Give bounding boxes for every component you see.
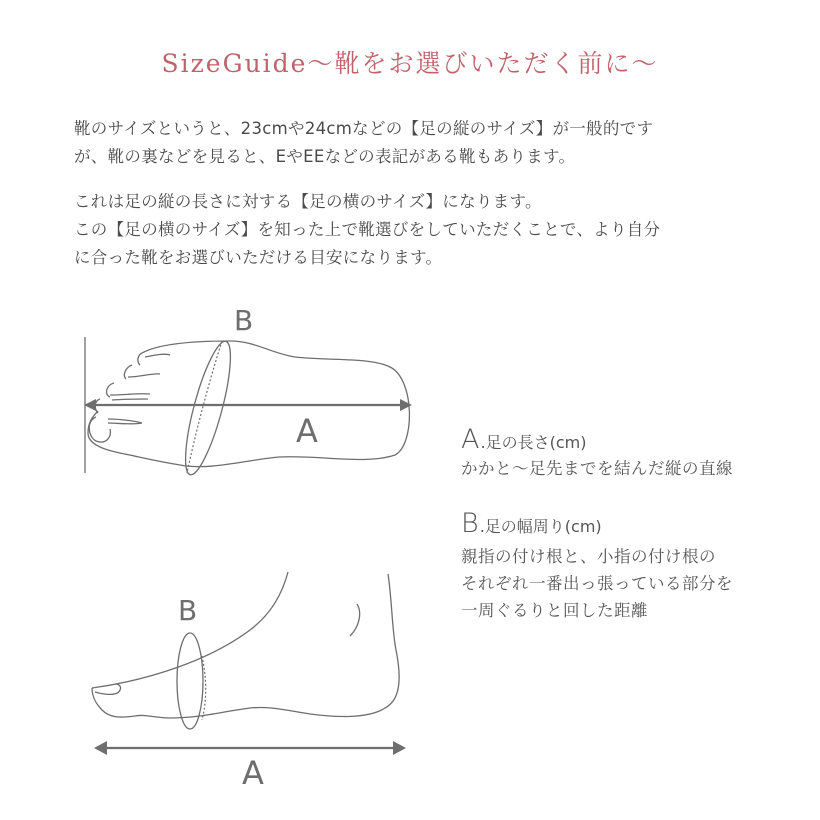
legend-a-heading <box>461 424 733 455</box>
page-title: SizeGuide～靴をお選びいただく前に～ <box>161 49 659 78</box>
legend-b-description-line: 一周ぐるりと回した距離 <box>461 601 648 620</box>
legend-a <box>461 424 733 482</box>
legend-b-description-line: それぞれ一番出っ張っている部分を <box>461 574 733 593</box>
label-b: B <box>234 304 254 337</box>
foot-side-view-diagram <box>70 560 430 800</box>
label-a: A <box>242 754 264 792</box>
legend-b-description-line: 親指の付け根と、小指の付け根の <box>461 547 716 566</box>
intro-line: この【足の横のサイズ】を知った上で靴選びをしていただくことで、より自分 <box>74 220 661 239</box>
legend-a-description: かかと～足先までを結んだ縦の直線 <box>461 459 733 478</box>
intro-paragraph-2 <box>74 188 764 272</box>
intro-line: 靴のサイズというと、23cmや24cmなどの【足の縦のサイズ】が一般的です <box>74 119 654 138</box>
legend-b-title: .足の幅周り(cm) <box>479 517 602 536</box>
label-a: A <box>296 412 318 450</box>
legend-b-letter: B <box>461 508 479 539</box>
legend-b-heading <box>461 508 733 539</box>
intro-line: これは足の縦の長さに対する【足の横のサイズ】になります。 <box>74 192 542 211</box>
legend-b <box>461 508 733 624</box>
intro-line: に合った靴をお選びいただける目安になります。 <box>74 248 443 267</box>
legend-a-letter: A <box>461 424 480 455</box>
intro-line: が、靴の裏などを見ると、EやEEなどの表記がある靴もあります。 <box>74 147 576 166</box>
intro-paragraph-1 <box>74 115 764 171</box>
label-b: B <box>178 594 198 627</box>
foot-top-view-diagram <box>70 295 430 495</box>
legend-a-title: .足の長さ(cm) <box>480 433 587 452</box>
